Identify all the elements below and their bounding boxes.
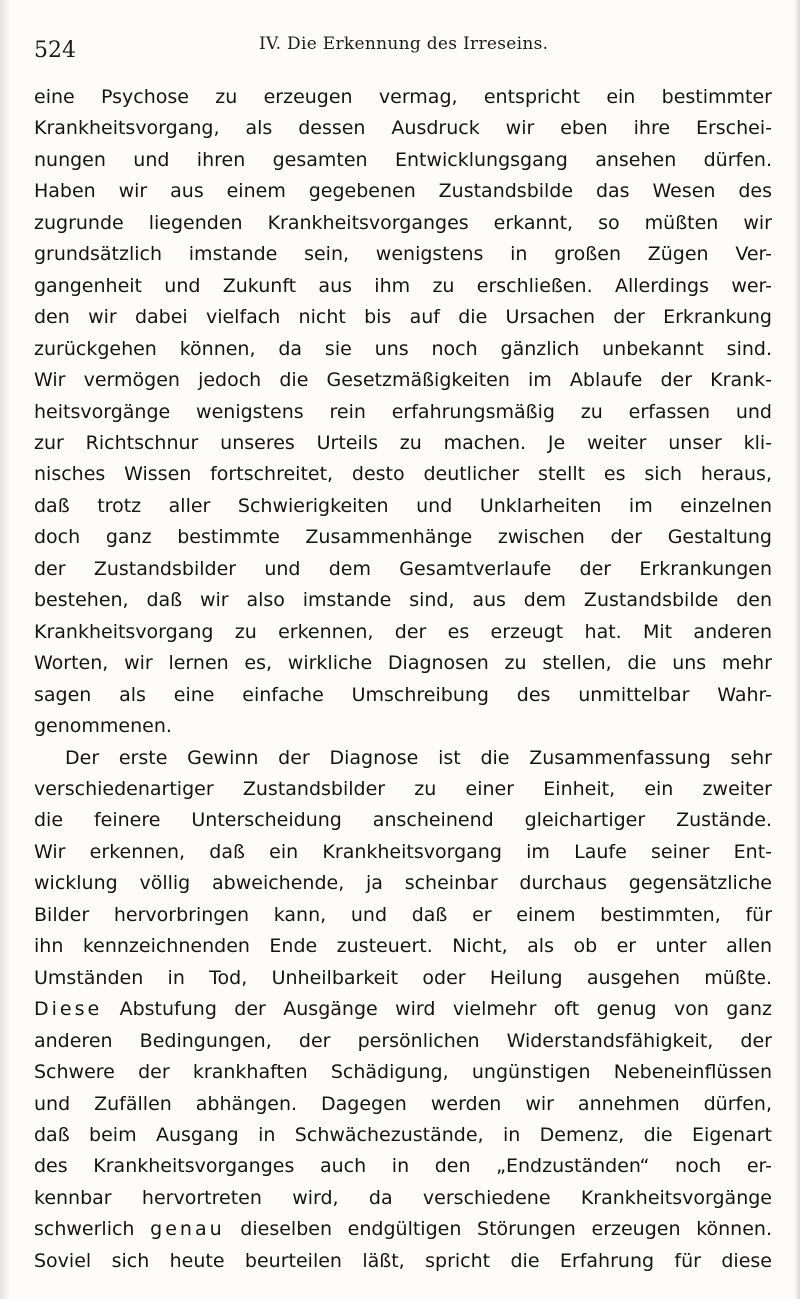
text-segment: Abstufung der Ausgänge wird vielmehr oft genug von ganz	[102, 998, 772, 1021]
text-line: die feinere Unterscheidung anscheinend gleichartiger Zustände.	[34, 809, 772, 832]
text-line: daß trotz aller Schwierigkeiten und Unklarheiten im einzelnen	[34, 494, 772, 517]
text-line: nungen und ihren gesamten Entwicklungsgang ansehen dürfen.	[34, 148, 772, 171]
text-line: Der erste Gewinn der Diagnose ist die Zusammenfassung sehr	[65, 746, 772, 769]
text-line: Wir erkennen, daß ein Krankheitsvorgang im Laufe seiner Ent-	[34, 840, 772, 863]
text-line: Worten, wir lernen es, wirkliche Diagnosen zu stellen, die uns mehr	[34, 652, 772, 675]
text-line: Schwere der krankhaften Schädigung, ungünstigen Nebeneinflüssen	[34, 1061, 772, 1084]
text-line: Haben wir aus einem gegebenen Zustandsbilde das Wesen des	[34, 180, 772, 203]
text-line: ihn kennzeichnenden Ende zusteuert. Nicht, als ob er unter allen	[34, 935, 772, 958]
text-line: bestehen, daß wir also imstande sind, aus dem Zustandsbilde den	[34, 589, 772, 612]
text-segment: dieselben endgültigen Störungen erzeugen können.	[224, 1218, 772, 1241]
text-line: wicklung völlig abweichende, ja scheinbar durchaus gegensätzliche	[34, 872, 772, 895]
text-line: verschiedenartiger Zustandsbilder zu einer Einheit, ein zweiter	[34, 777, 772, 800]
text-line: daß beim Ausgang in Schwächezustände, in Demenz, die Eigenart	[34, 1123, 772, 1146]
text-line: Umständen in Tod, Unheilbarkeit oder Heilung ausgehen müßte.	[34, 966, 772, 989]
text-line: doch ganz bestimmte Zusammenhänge zwischen der Gestaltung	[34, 526, 772, 549]
text-line: des Krankheitsvorganges auch in den „Endzuständen“ noch er-	[34, 1155, 772, 1178]
body-text	[34, 82, 772, 1277]
text-line: Krankheitsvorgang zu erkennen, der es erzeugt hat. Mit anderen	[34, 620, 772, 643]
text-line: Soviel sich heute beurteilen läßt, spricht die Erfahrung für diese	[34, 1249, 772, 1272]
text-line: der Zustandsbilder und dem Gesamtverlaufe der Erkrankungen	[34, 557, 772, 580]
paragraph-2	[34, 743, 772, 1278]
text-line: zur Richtschnur unseres Urteils zu machen. Je weiter unser kli-	[34, 431, 772, 454]
text-line: kennbar hervortreten wird, da verschiedene Krankheitsvorgänge	[34, 1186, 772, 1209]
text-line: genommenen.	[34, 715, 172, 738]
text-line: grundsätzlich imstande sein, wenigstens in großen Zügen Ver-	[34, 243, 772, 266]
text-line	[34, 1214, 772, 1245]
page-number: 524	[34, 38, 76, 63]
text-line: Krankheitsvorgang, als dessen Ausdruck wir eben ihre Erschei-	[34, 117, 772, 140]
text-line: sagen als eine einfache Umschreibung des unmittelbar Wahr-	[34, 683, 772, 706]
text-line: anderen Bedingungen, der persönlichen Widerstandsfähigkeit, der	[34, 1029, 772, 1052]
text-line: nisches Wissen fortschreitet, desto deutlicher stellt es sich heraus,	[34, 463, 772, 486]
text-line: und Zufällen abhängen. Dagegen werden wir annehmen dürfen,	[34, 1092, 772, 1115]
text-line	[34, 994, 772, 1025]
text-line: Bilder hervorbringen kann, und daß er einem bestimmten, für	[34, 903, 772, 926]
text-line: Wir vermögen jedoch die Gesetzmäßigkeiten im Ablaufe der Krank-	[34, 369, 772, 392]
text-line: den wir dabei vielfach nicht bis auf die Ursachen der Erkrankung	[34, 306, 772, 329]
text-line: zugrunde liegenden Krankheitsvorganges erkannt, so müßten wir	[34, 211, 772, 234]
paragraph-1	[34, 82, 772, 743]
text-line: heitsvorgänge wenigstens rein erfahrungsmäßig zu erfassen und	[34, 400, 772, 423]
spaced-emphasis: Diese	[34, 998, 103, 1021]
text-line: gangenheit und Zukunft aus ihm zu erschließen. Allerdings wer-	[34, 274, 772, 297]
text-line: eine Psychose zu erzeugen vermag, entspricht ein bestimmter	[34, 86, 772, 108]
spaced-emphasis: genau	[150, 1218, 225, 1241]
page-header	[34, 30, 774, 70]
text-line: zurückgehen können, da sie uns noch gänzlich unbekannt sind.	[34, 337, 772, 360]
running-title: IV. Die Erkennung des Irreseins.	[259, 34, 549, 54]
text-segment: schwerlich	[34, 1218, 151, 1241]
